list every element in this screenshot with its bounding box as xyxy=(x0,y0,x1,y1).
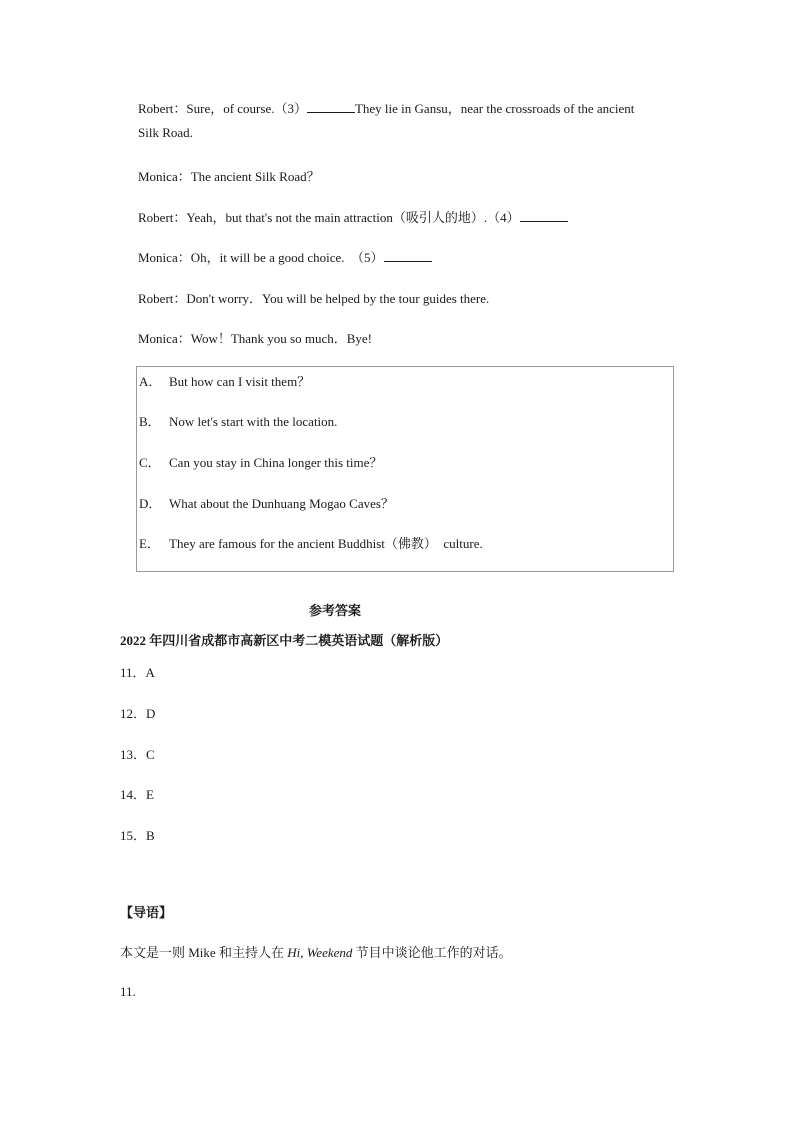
option-e xyxy=(139,533,483,552)
answer-heading: 参考答案 xyxy=(309,603,362,618)
dialogue-text: They lie in Gansu，near the crossroads of the ancient xyxy=(354,101,635,116)
dialogue-text: Robert：Don't worry．You will be helped by the tour guides there. xyxy=(138,291,490,306)
dialogue-text: Robert：Sure，of course.（3） xyxy=(138,101,307,116)
answer-item: 12．D xyxy=(120,706,156,721)
dialogue-text: Monica：The ancient Silk Road？ xyxy=(138,169,320,184)
intro-text: 本文是一则 Mike 和主持人在 xyxy=(120,945,288,960)
dialogue-text: Monica：Wow！Thank you so much．Bye! xyxy=(138,331,373,346)
program-name: Hi, Weekend xyxy=(287,945,353,960)
option-a xyxy=(139,371,310,390)
option-text: Can you stay in China longer this time？ xyxy=(169,455,383,470)
dialogue-line-robert-final xyxy=(138,288,489,307)
intro-paragraph xyxy=(120,942,512,961)
dialogue-line-robert-4 xyxy=(138,207,568,226)
option-letter: D． xyxy=(139,496,162,511)
option-c xyxy=(139,452,382,471)
answer-blank-5 xyxy=(384,250,432,262)
option-d xyxy=(139,493,394,512)
dialogue-line-monica-1 xyxy=(138,166,320,185)
option-text: They are famous for the ancient Buddhist（佛教） culture. xyxy=(169,536,483,551)
question-label: 11. xyxy=(120,984,136,999)
option-letter: E． xyxy=(139,536,160,551)
answer-blank-3 xyxy=(307,101,355,113)
option-letter: A． xyxy=(139,374,162,389)
option-b xyxy=(139,411,337,430)
option-text: But how can I visit them？ xyxy=(169,374,311,389)
option-letter: B． xyxy=(139,414,161,429)
guide-heading: 【导语】 xyxy=(120,905,173,920)
dialogue-line-monica-final xyxy=(138,328,372,347)
answer-item: 13．C xyxy=(120,747,155,762)
dialogue-line-monica-5 xyxy=(138,247,432,266)
dialogue-text: Silk Road. xyxy=(138,125,193,140)
option-letter: C． xyxy=(139,455,161,470)
answer-blank-4 xyxy=(520,210,568,222)
answer-item: 14．E xyxy=(120,787,154,802)
intro-text: 节目中谈论他工作的对话。 xyxy=(352,945,512,960)
answer-item: 11．A xyxy=(120,665,155,680)
document-title: 2022 年四川省成都市高新区中考二模英语试题（解析版） xyxy=(120,633,449,648)
dialogue-text: Robert：Yeah，but that's not the main attraction（吸引人的地）.（4） xyxy=(138,210,520,225)
option-text: Now let's start with the location. xyxy=(169,414,338,429)
dialogue-text: Monica：Oh，it will be a good choice. （5） xyxy=(138,250,384,265)
dialogue-line-continuation xyxy=(138,125,193,141)
dialogue-line-robert-3 xyxy=(138,98,634,117)
answer-item: 15．B xyxy=(120,828,155,843)
option-text: What about the Dunhuang Mogao Caves？ xyxy=(169,496,394,511)
